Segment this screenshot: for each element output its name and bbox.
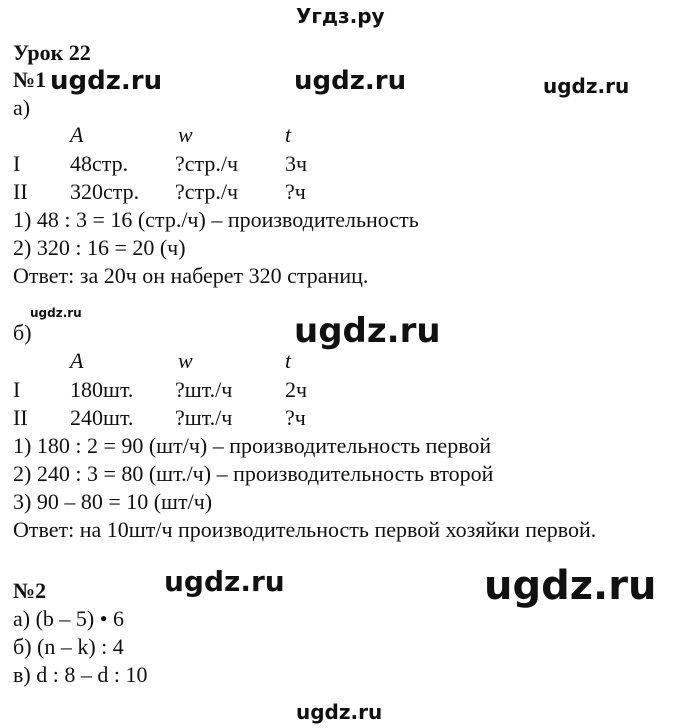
row-id: II: [13, 405, 28, 430]
header-a: A: [70, 348, 84, 373]
watermark: ugdz.ru: [294, 311, 441, 351]
solution-step: 1) 48 : 3 = 16 (стр./ч) – производительность: [13, 207, 419, 232]
watermark: ugdz.ru: [294, 66, 407, 96]
row-t: 3ч: [285, 151, 308, 176]
task1-number: №1: [13, 67, 47, 92]
header-a: A: [70, 122, 84, 147]
row-a: 320стр.: [70, 179, 140, 204]
watermark: ugdz.ru: [50, 66, 163, 96]
row-a: 48стр.: [70, 151, 129, 176]
row-a: 240шт.: [70, 405, 134, 430]
expression: а) (b – 5) • 6: [13, 606, 124, 631]
part-b-label: б): [13, 320, 32, 345]
task2-number: №2: [13, 578, 47, 603]
solution-step: 3) 90 – 80 = 10 (шт/ч): [13, 489, 213, 514]
watermark: ugdz.ru: [543, 74, 630, 98]
answer: Ответ: за 20ч он наберет 320 страниц.: [13, 263, 369, 288]
answer: Ответ: на 10шт/ч производительность первой хозяйки первой.: [13, 517, 597, 542]
row-a: 180шт.: [70, 377, 134, 402]
watermark: ugdz.ru: [484, 563, 657, 609]
row-t: ?ч: [285, 405, 306, 430]
expression: б) (n – k) : 4: [13, 634, 124, 659]
row-id: I: [13, 377, 21, 402]
row-w: ?стр./ч: [175, 151, 239, 176]
site-title: Угдз.ру: [296, 4, 385, 28]
header-t: t: [285, 122, 292, 147]
part-a-label: а): [13, 95, 31, 120]
watermark: ugdz.ru: [164, 565, 285, 598]
watermark: ugdz.ru: [296, 700, 383, 724]
watermark: ugdz.ru: [30, 306, 82, 320]
lesson-title: Урок 22: [13, 40, 91, 65]
header-w: w: [178, 122, 193, 147]
row-id: II: [13, 179, 28, 204]
row-t: ?ч: [285, 179, 306, 204]
header-w: w: [178, 348, 193, 373]
solution-step: 1) 180 : 2 = 90 (шт/ч) – производительность первой: [13, 433, 492, 458]
row-id: I: [13, 151, 21, 176]
row-w: ?шт./ч: [175, 405, 233, 430]
solution-step: 2) 240 : 3 = 80 (шт./ч) – производительность второй: [13, 461, 494, 486]
row-w: ?шт./ч: [175, 377, 233, 402]
solution-step: 2) 320 : 16 = 20 (ч): [13, 235, 186, 260]
expression: в) d : 8 – d : 10: [13, 662, 148, 687]
row-t: 2ч: [285, 377, 308, 402]
row-w: ?стр./ч: [175, 179, 239, 204]
header-t: t: [285, 348, 292, 373]
